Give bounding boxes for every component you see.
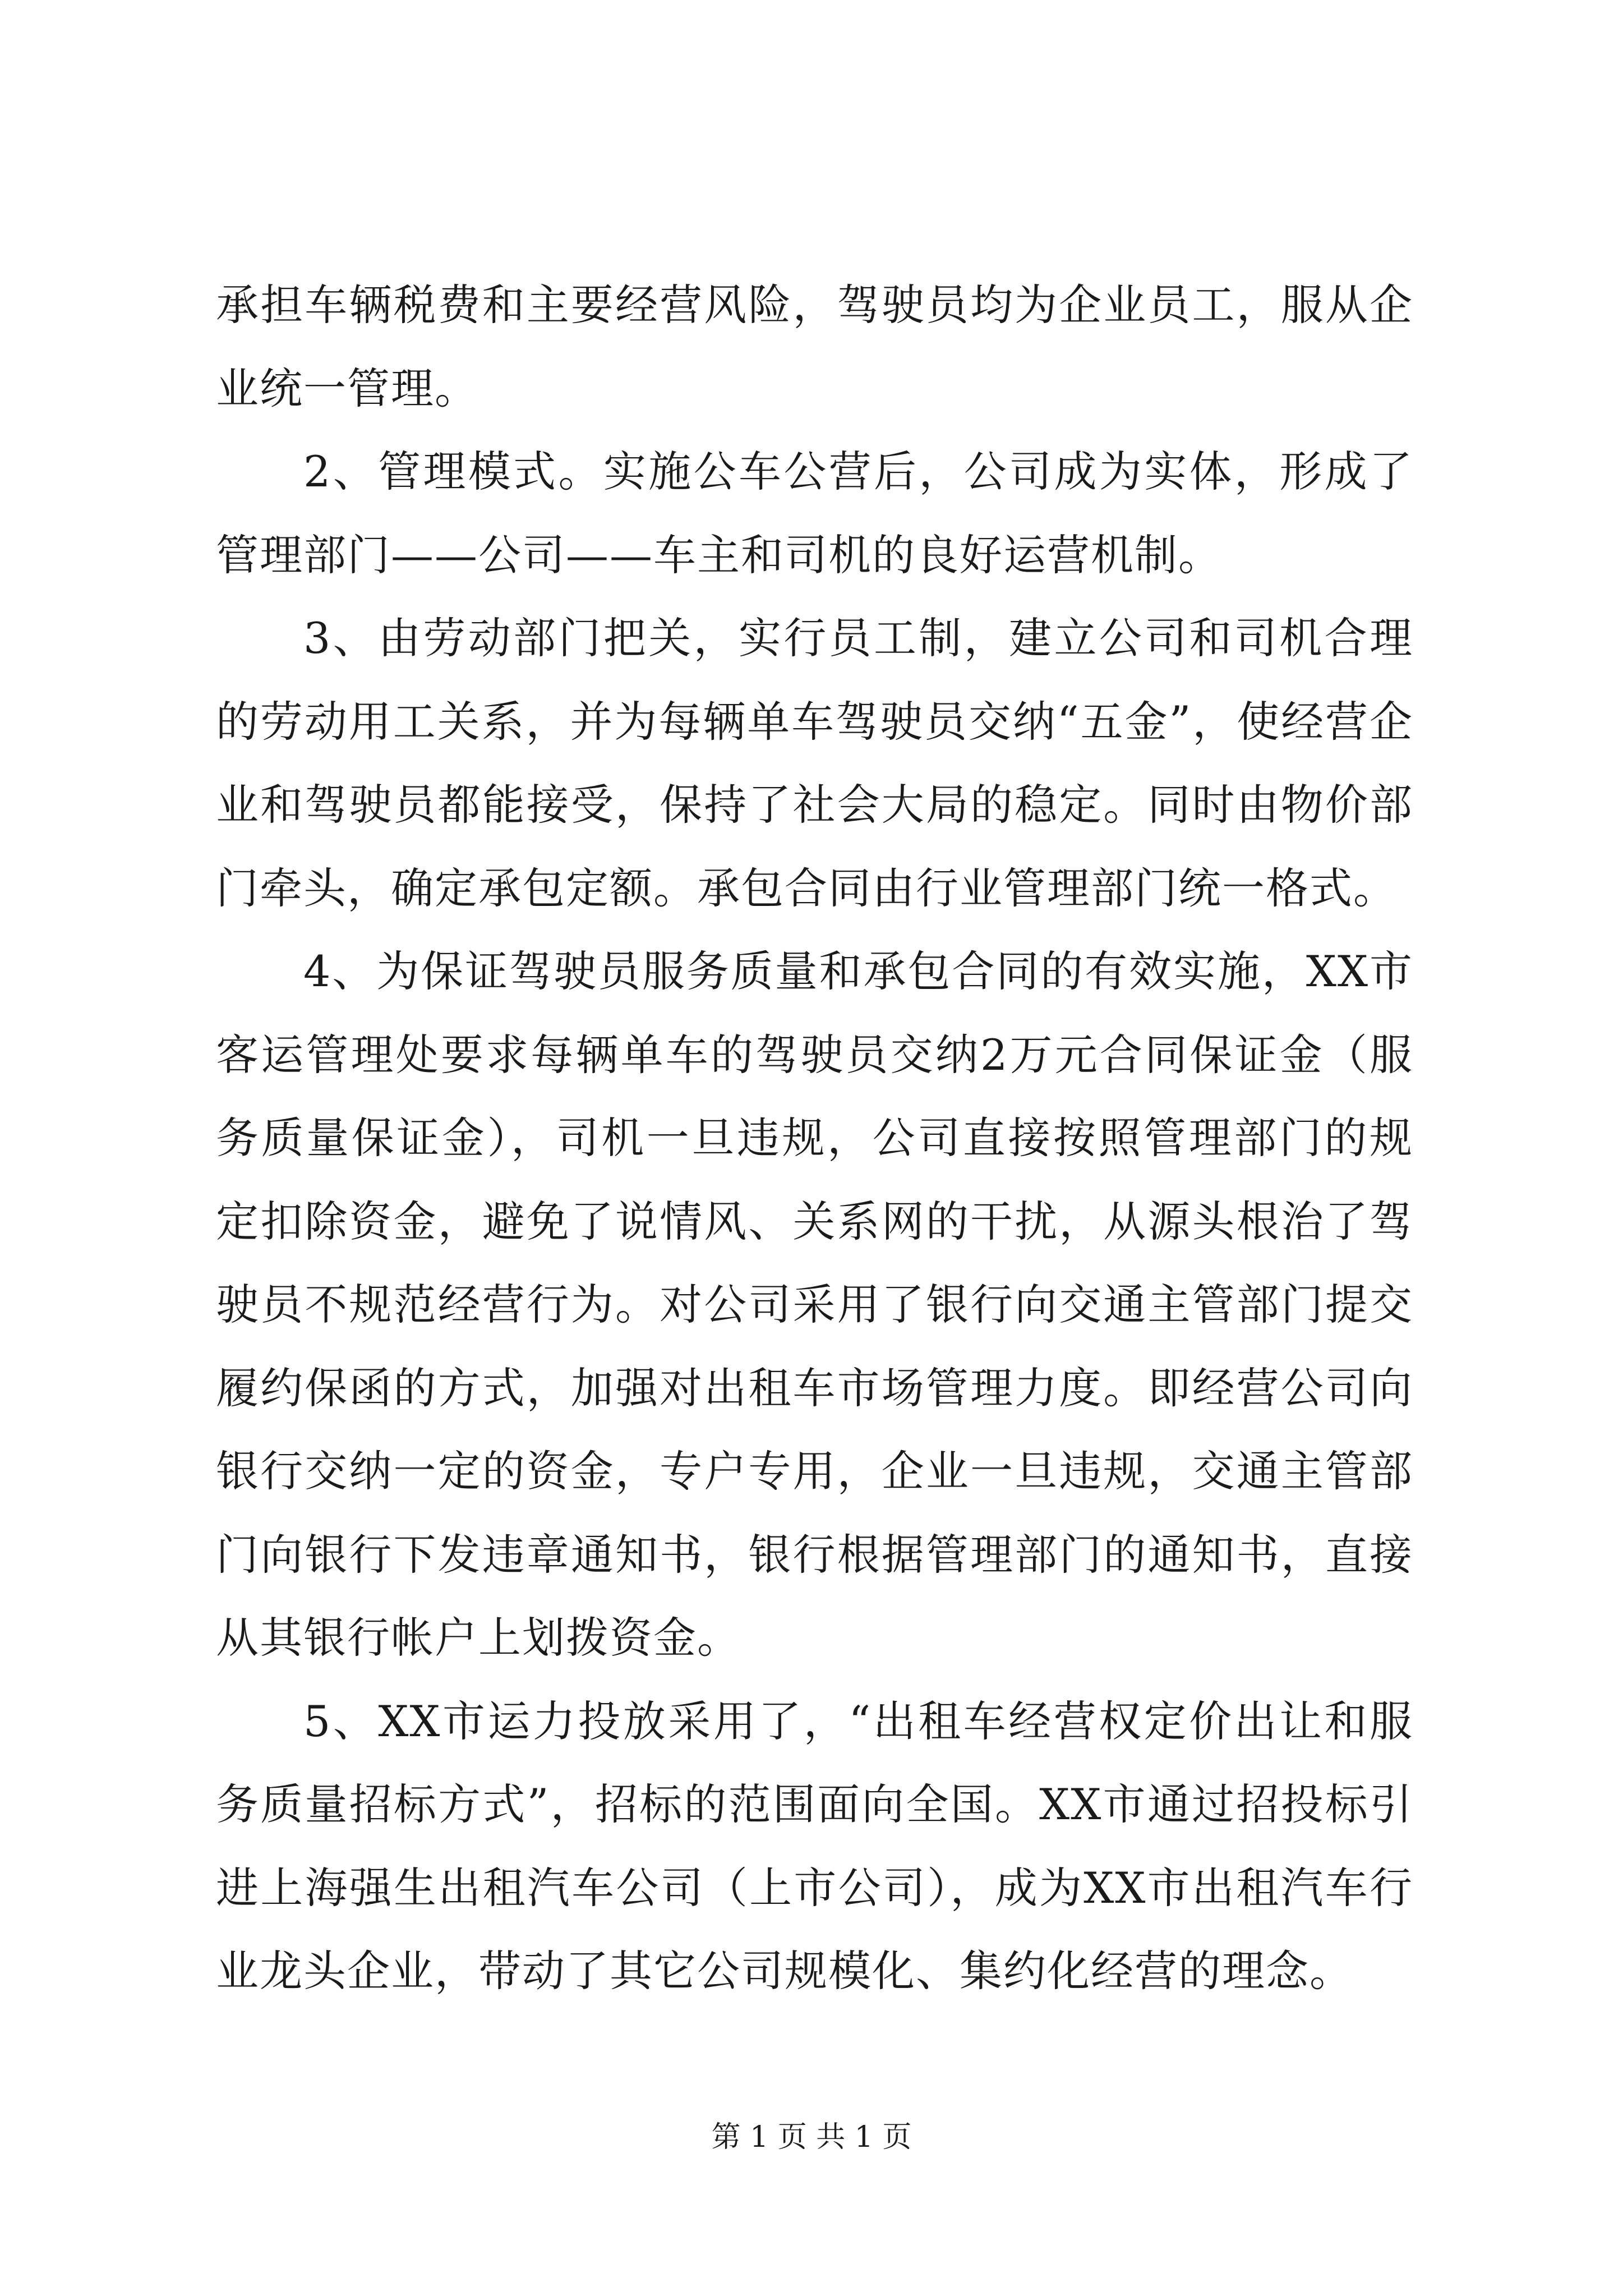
document-body	[216, 264, 1413, 2013]
page-number-footer: 第 1 页 共 1 页	[711, 2120, 912, 2154]
paragraph-2-management-model: 2、管理模式。实施公车公营后，公司成为实体，形成了管理部门——公司——车主和司机的良好运营机制。	[216, 447, 1413, 580]
paragraph-continued: 承担车辆税费和主要经营风险，驾驶员均为企业员工，服从企业统一管理。	[216, 280, 1413, 413]
paragraph-3-labor-department: 3、由劳动部门把关，实行员工制，建立公司和司机合理的劳动用工关系，并为每辆单车驾驶员交纳“五金”，使经营企业和驾驶员都能接受，保持了社会大局的稳定。同时由物价部门牵头，确定承包定额。承包合同由行业管理部门统一格式。	[216, 613, 1413, 913]
paragraph-4-service-quality: 4、为保证驾驶员服务质量和承包合同的有效实施，XX市客运管理处要求每辆单车的驾驶员交纳2万元合同保证金（服务质量保证金），司机一旦违规，公司直接按照管理部门的规定扣除资金，避免了说情风、关系网的干扰，从源头根治了驾驶员不规范经营行为。对公司采用了银行向交通主管部门提交履约保函的方式，加强对出租车市场管理力度。即经营公司向银行交纳一定的资金，专户专用，企业一旦违规，交通主管部门向银行下发违章通知书，银行根据管理部门的通知书，直接从其银行帐户上划拨资金。	[216, 946, 1413, 1663]
paragraph-5-capacity-allocation: 5、XX市运力投放采用了，“出租车经营权定价出让和服务质量招标方式”，招标的范围面向全国。XX市通过招投标引进上海强生出租汽车公司（上市公司），成为XX市出租汽车行业龙头企业，带动了其它公司规模化、集约化经营的理念。	[216, 1696, 1413, 1996]
